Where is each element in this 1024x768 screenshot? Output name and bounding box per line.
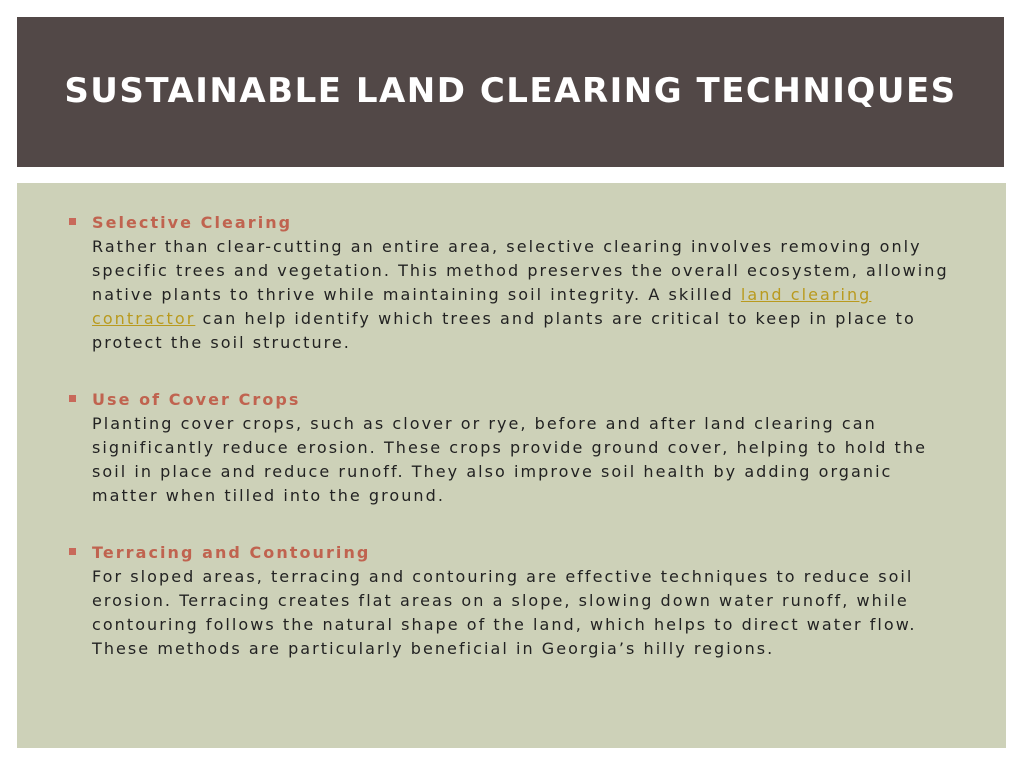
slide-title: SUSTAINABLE LAND CLEARING TECHNIQUES bbox=[64, 71, 957, 111]
item-text: Planting cover crops, such as clover or rye, before and after land clearing can significantly reduce erosion. These crops provide ground cover, helping to hold the soil in place and reduce runoff. They also improve soil health by adding organic matter when tilled into the ground. bbox=[92, 414, 927, 505]
square-bullet-icon bbox=[69, 218, 76, 225]
item-text-before-link: Rather than clear-cutting an entire area, selective clearing involves removing only specific trees and vegetation. This method preserves the overall ecosystem, allowing native plants to thrive while maintaining soil integrity. A skilled bbox=[92, 237, 949, 304]
land-clearing-contractor-link[interactable]: land clearing contractor bbox=[92, 285, 872, 328]
title-band bbox=[17, 17, 1004, 167]
content-panel bbox=[17, 183, 1006, 748]
item-text-after-link: can help identify which trees and plants are critical to keep in place to protect the soil structure. bbox=[92, 309, 916, 352]
bullet-item-selective-clearing bbox=[17, 211, 1006, 355]
item-text: For sloped areas, terracing and contouring are effective techniques to reduce soil erosion. Terracing creates flat areas on a slope, slowing down water runoff, while contouring follows the natural shape of the land, which helps to direct water flow. These methods are particularly beneficial in Georgia’s hilly regions. bbox=[92, 567, 917, 658]
item-heading: Use of Cover Crops bbox=[92, 390, 301, 409]
bullet-list bbox=[17, 211, 1006, 694]
bullet-item-cover-crops bbox=[17, 388, 1006, 508]
square-bullet-icon bbox=[69, 548, 76, 555]
square-bullet-icon bbox=[69, 395, 76, 402]
item-heading: Selective Clearing bbox=[92, 213, 293, 232]
item-heading: Terracing and Contouring bbox=[92, 543, 371, 562]
bullet-item-terracing bbox=[17, 541, 1006, 661]
